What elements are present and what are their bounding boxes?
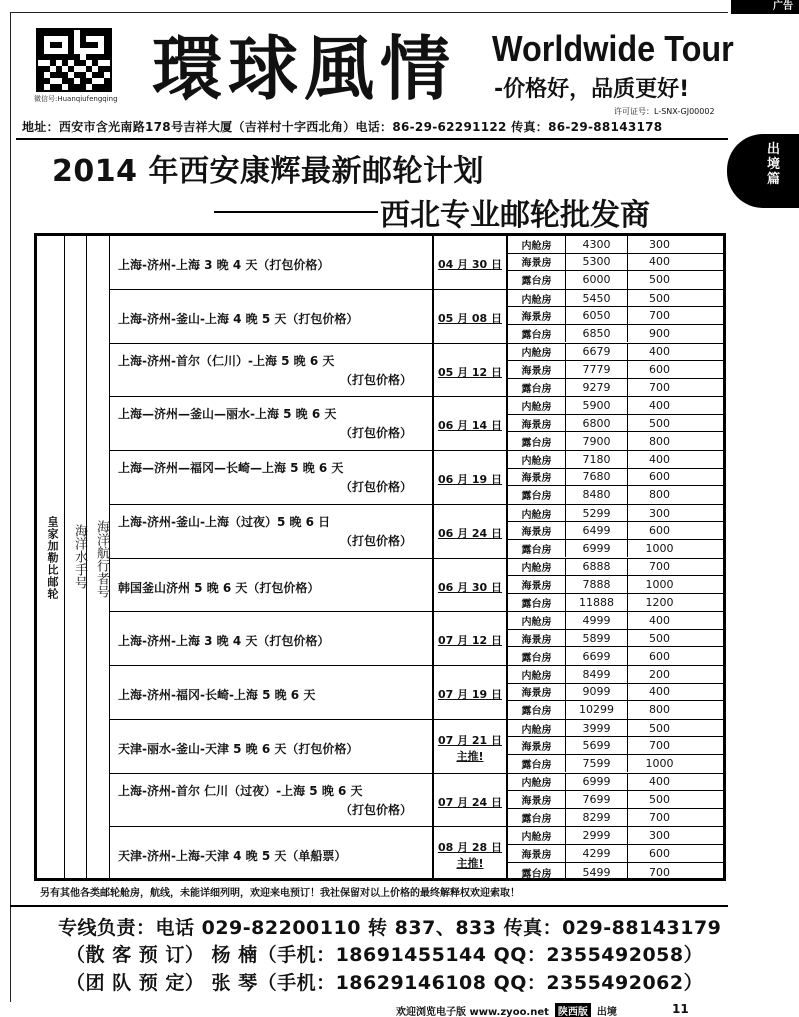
price-row	[508, 647, 723, 665]
extra-price: 500	[649, 721, 670, 735]
adult-price: 5899	[566, 630, 628, 647]
page-subtitle: 西北专业邮轮批发商	[380, 198, 650, 233]
room-type: 海景房	[508, 415, 566, 432]
price-block	[508, 559, 723, 612]
room-type: 内舱房	[508, 666, 566, 683]
cruise-line-name: 皇家加勒比邮轮	[46, 516, 59, 600]
room-type: 海景房	[508, 361, 566, 378]
extra-price: 800	[649, 488, 670, 502]
adult-price: 8299	[566, 809, 628, 827]
departure-date	[434, 720, 508, 773]
extra-price: 400	[649, 614, 670, 628]
extra-price: 1000	[645, 542, 674, 556]
trip-row	[110, 612, 723, 666]
price-row	[508, 290, 723, 308]
trip-row	[110, 236, 723, 290]
room-type: 内舱房	[508, 344, 566, 361]
extra-price: 1200	[645, 595, 674, 609]
route-line-1: 上海-济州-首尔（仁川）-上海 5 晚 6 天	[118, 353, 335, 368]
room-type: 海景房	[508, 791, 566, 808]
brand-english: Worldwide Tour	[492, 28, 734, 69]
extra-price: 300	[649, 829, 670, 843]
departure-date	[434, 666, 508, 719]
trip-row	[110, 290, 723, 344]
price-row	[508, 809, 723, 827]
route-line-1: 上海-济州-上海 3 晚 4 天（打包价格）	[118, 634, 330, 649]
route-line-1: 上海-济州-釜山-上海 4 晚 5 天（打包价格）	[118, 311, 359, 326]
departure-date	[434, 774, 508, 827]
room-type: 海景房	[508, 254, 566, 271]
extra-price: 500	[649, 792, 670, 806]
adult-price: 4999	[566, 612, 628, 629]
price-row	[508, 774, 723, 792]
price-block	[508, 397, 723, 450]
adult-price: 6699	[566, 647, 628, 665]
ship-name-voyager: 海洋航行者号	[94, 520, 109, 598]
price-row	[508, 379, 723, 397]
trip-route	[110, 505, 434, 558]
room-type: 露台房	[508, 594, 566, 612]
price-row	[508, 361, 723, 379]
footer-website[interactable]: 欢迎浏览电子版 www.zyoo.net	[396, 1007, 549, 1017]
adult-price: 6999	[566, 774, 628, 791]
price-row	[508, 540, 723, 558]
extra-price: 400	[649, 685, 670, 699]
price-row	[508, 720, 723, 738]
adult-price: 7888	[566, 576, 628, 593]
trip-row	[110, 666, 723, 720]
adult-price: 6999	[566, 540, 628, 558]
room-type: 内舱房	[508, 774, 566, 791]
adult-price: 10299	[566, 701, 628, 719]
price-row	[508, 236, 723, 254]
price-row	[508, 432, 723, 450]
trip-route	[110, 559, 434, 612]
trip-route	[110, 344, 434, 397]
room-type: 内舱房	[508, 505, 566, 522]
price-row	[508, 522, 723, 540]
date-label: 06 月 24 日	[437, 526, 503, 540]
price-block	[508, 344, 723, 397]
room-type: 露台房	[508, 863, 566, 881]
extra-price: 200	[649, 667, 670, 681]
wechat-id: 微信号:Huanqiufengqing	[34, 95, 118, 103]
departure-date	[434, 236, 508, 289]
extra-price: 500	[649, 273, 670, 287]
slogan: -价格好，品质更好!	[494, 77, 690, 102]
date-label: 06 月 30 日	[437, 580, 503, 594]
price-row	[508, 576, 723, 594]
trip-route	[110, 666, 434, 719]
date-label: 07 月 19 日	[437, 688, 503, 701]
price-block	[508, 827, 723, 881]
trip-rows	[110, 236, 723, 881]
date-label: 07 月 12 日	[437, 634, 503, 648]
adult-price: 6050	[566, 307, 628, 324]
footnote: 另有其他各类邮轮舱房，航线，未能详细列明，欢迎来电预订！我社保留对以上价格的最终解释权欢迎索取！	[40, 888, 520, 899]
footer-edition-badge: 陕西版	[555, 1003, 591, 1017]
room-type: 露台房	[508, 809, 566, 827]
price-row	[508, 791, 723, 809]
room-type: 露台房	[508, 647, 566, 665]
departure-date	[434, 505, 508, 558]
trip-row	[110, 774, 723, 828]
price-block	[508, 720, 723, 773]
adult-price: 6679	[566, 344, 628, 361]
route-line-1: 上海—济州—釜山—丽水-上海 5 晚 6 天	[118, 407, 337, 422]
route-line-1: 天津-济州-上海-天津 4 晚 5 天（单船票）	[118, 849, 347, 864]
extra-price: 600	[649, 847, 670, 861]
trip-row	[110, 559, 723, 613]
extra-price: 700	[649, 560, 670, 574]
price-block	[508, 612, 723, 665]
adult-price: 8499	[566, 666, 628, 683]
room-type: 露台房	[508, 486, 566, 504]
adult-price: 5499	[566, 863, 628, 881]
price-row	[508, 684, 723, 702]
ad-tag: 广告	[731, 0, 799, 14]
adult-price: 6850	[566, 325, 628, 343]
price-block	[508, 774, 723, 827]
extra-price: 400	[649, 775, 670, 789]
route-line-2: （打包价格）	[339, 802, 412, 817]
extra-price: 600	[649, 524, 670, 538]
trip-route	[110, 612, 434, 665]
departure-date	[434, 559, 508, 612]
adult-price: 5300	[566, 254, 628, 271]
route-line-1: 上海-济州-福冈-长崎-上海 5 晚 6 天	[118, 688, 316, 702]
footer-section: 出境	[596, 1007, 617, 1017]
extra-price: 500	[649, 291, 670, 305]
trip-route	[110, 397, 434, 450]
departure-date	[434, 344, 508, 397]
extra-price: 800	[649, 434, 670, 448]
price-row	[508, 469, 723, 487]
contact-hotline: 专线负责：电话 029-82200110 转 837、833 传真：029-88143179	[58, 917, 722, 939]
extra-price: 300	[649, 506, 670, 520]
page-footer	[396, 1003, 617, 1017]
departure-date	[434, 397, 508, 450]
adult-price: 2999	[566, 827, 628, 844]
room-type: 内舱房	[508, 236, 566, 253]
room-type: 内舱房	[508, 612, 566, 629]
extra-price: 400	[649, 345, 670, 359]
route-line-2: （打包价格）	[339, 372, 412, 387]
price-row	[508, 344, 723, 362]
adult-price: 6000	[566, 271, 628, 289]
license-number: 许可证号：L-SNX-GJ00002	[614, 107, 715, 116]
departure-date	[434, 451, 508, 504]
departure-date	[434, 290, 508, 343]
extra-price: 1000	[645, 757, 674, 771]
adult-price: 4299	[566, 845, 628, 862]
price-row	[508, 451, 723, 469]
room-type: 露台房	[508, 432, 566, 450]
extra-price: 700	[649, 865, 670, 879]
adult-price: 9279	[566, 379, 628, 397]
price-row	[508, 307, 723, 325]
adult-price: 7779	[566, 361, 628, 378]
route-line-2: （打包价格）	[339, 480, 412, 494]
adult-price: 6499	[566, 522, 628, 539]
price-row	[508, 486, 723, 504]
price-row	[508, 612, 723, 630]
ship-name-mariner: 海洋水手号	[72, 524, 87, 589]
date-label: 05 月 12 日	[437, 365, 503, 379]
price-row	[508, 666, 723, 684]
trip-route	[110, 236, 434, 289]
trip-route	[110, 720, 434, 773]
room-type: 海景房	[508, 469, 566, 486]
extra-price: 400	[649, 452, 670, 466]
extra-price: 400	[649, 399, 670, 413]
extra-price: 700	[649, 380, 670, 394]
adult-price: 5900	[566, 397, 628, 414]
date-label: 06 月 19 日	[437, 473, 503, 486]
departure-date	[434, 827, 508, 881]
price-row	[508, 701, 723, 719]
price-row	[508, 271, 723, 289]
trip-row	[110, 720, 723, 774]
room-type: 内舱房	[508, 290, 566, 307]
cruise-price-table	[34, 233, 726, 881]
route-line-1: 韩国釜山济州 5 晚 6 天（打包价格）	[118, 580, 320, 595]
date-label: 07 月 24 日	[437, 795, 503, 809]
qr-code-icon	[36, 28, 112, 92]
route-line-1: 天津-丽水-釜山-天津 5 晚 6 天（打包价格）	[118, 741, 359, 756]
extra-price: 700	[649, 739, 670, 753]
price-row	[508, 630, 723, 648]
price-row	[508, 559, 723, 577]
header-divider	[16, 138, 728, 140]
trip-row	[110, 451, 723, 505]
price-row	[508, 254, 723, 272]
adult-price: 8480	[566, 486, 628, 504]
price-row	[508, 505, 723, 523]
trip-row	[110, 344, 723, 398]
room-type: 内舱房	[508, 559, 566, 576]
route-line-1: 上海—济州—福冈—长崎—上海 5 晚 6 天	[118, 461, 344, 475]
extra-price: 600	[649, 649, 670, 663]
adult-price: 7900	[566, 432, 628, 450]
trip-row	[110, 827, 723, 881]
room-type: 海景房	[508, 737, 566, 754]
room-type: 露台房	[508, 755, 566, 773]
price-block	[508, 505, 723, 558]
room-type: 海景房	[508, 684, 566, 701]
extra-price: 300	[649, 237, 670, 251]
route-line-2: （打包价格）	[339, 426, 412, 441]
room-type: 内舱房	[508, 827, 566, 844]
extra-price: 800	[649, 703, 670, 717]
extra-price: 700	[649, 309, 670, 323]
extra-price: 500	[649, 631, 670, 645]
price-row	[508, 863, 723, 881]
room-type: 海景房	[508, 576, 566, 593]
trip-route	[110, 290, 434, 343]
page-number: 11	[672, 1002, 689, 1016]
room-type: 露台房	[508, 540, 566, 558]
trip-route	[110, 827, 434, 881]
price-row	[508, 827, 723, 845]
contact-divider	[10, 905, 728, 907]
adult-price: 5450	[566, 290, 628, 307]
route-line-1: 上海-济州-首尔 仁川（过夜）-上海 5 晚 6 天	[118, 783, 363, 798]
extra-price: 1000	[645, 577, 674, 591]
adult-price: 5299	[566, 505, 628, 522]
extra-price: 400	[649, 255, 670, 269]
date-label: 04 月 30 日	[437, 258, 503, 271]
adult-price: 4300	[566, 236, 628, 253]
price-row	[508, 594, 723, 612]
date-label: 06 月 14 日	[437, 419, 503, 433]
adult-price: 11888	[566, 594, 628, 612]
section-tab-char-3: 篇	[767, 172, 781, 187]
date-label: 08 月 28 日	[437, 841, 503, 855]
adult-price: 7680	[566, 469, 628, 486]
price-row	[508, 737, 723, 755]
room-type: 海景房	[508, 630, 566, 647]
room-type: 露台房	[508, 271, 566, 289]
contact-group: （团 队 预 定） 张 琴（手机：18629146108 QQ：2355492062）	[66, 972, 704, 994]
promo-badge: 主推!	[456, 857, 484, 871]
subtitle-dash	[214, 211, 378, 213]
room-type: 内舱房	[508, 397, 566, 414]
adult-price: 6888	[566, 559, 628, 576]
extra-price: 500	[649, 416, 670, 430]
trip-route	[110, 451, 434, 504]
adult-price: 9099	[566, 684, 628, 701]
price-row	[508, 755, 723, 773]
date-label: 07 月 21 日	[437, 733, 503, 747]
trip-row	[110, 397, 723, 451]
adult-price: 5699	[566, 737, 628, 754]
extra-price: 600	[649, 470, 670, 484]
trip-row	[110, 505, 723, 559]
adult-price: 3999	[566, 720, 628, 737]
room-type: 露台房	[508, 379, 566, 397]
date-label: 05 月 08 日	[437, 311, 503, 325]
price-row	[508, 415, 723, 433]
route-line-2: （打包价格）	[339, 533, 412, 548]
extra-price: 600	[649, 362, 670, 376]
contact-individual: （散 客 预 订） 杨 楠（手机：18691455144 QQ：2355492058）	[66, 944, 704, 966]
room-type: 露台房	[508, 701, 566, 719]
room-type: 内舱房	[508, 720, 566, 737]
price-block	[508, 451, 723, 504]
price-block	[508, 236, 723, 289]
departure-date	[434, 612, 508, 665]
price-row	[508, 845, 723, 863]
route-line-1: 上海-济州-釜山-上海（过夜）5 晚 6 日	[118, 514, 331, 529]
route-line-1: 上海-济州-上海 3 晚 4 天（打包价格）	[118, 258, 330, 272]
adult-price: 7180	[566, 451, 628, 468]
section-tab-char-2: 境	[767, 157, 781, 172]
price-row	[508, 325, 723, 343]
promo-badge: 主推!	[456, 749, 484, 763]
extra-price: 900	[649, 327, 670, 341]
page-title: 2014 年西安康辉最新邮轮计划	[52, 154, 484, 189]
extra-price: 700	[649, 810, 670, 824]
room-type: 海景房	[508, 307, 566, 324]
adult-price: 7699	[566, 791, 628, 808]
adult-price: 7599	[566, 755, 628, 773]
price-row	[508, 397, 723, 415]
price-block	[508, 290, 723, 343]
room-type: 内舱房	[508, 451, 566, 468]
room-type: 海景房	[508, 845, 566, 862]
address-line: 地址：西安市含光南路178号吉祥大厦（吉祥村十字西北角）电话：86-29-62291122 传真：86-29-88143178	[22, 120, 663, 134]
trip-route	[110, 774, 434, 827]
brand-logo: 環球風情	[152, 27, 456, 110]
adult-price: 6800	[566, 415, 628, 432]
room-type: 海景房	[508, 522, 566, 539]
section-tab-char-1: 出	[767, 142, 781, 157]
price-block	[508, 666, 723, 719]
room-type: 露台房	[508, 325, 566, 343]
section-tab	[727, 134, 799, 208]
